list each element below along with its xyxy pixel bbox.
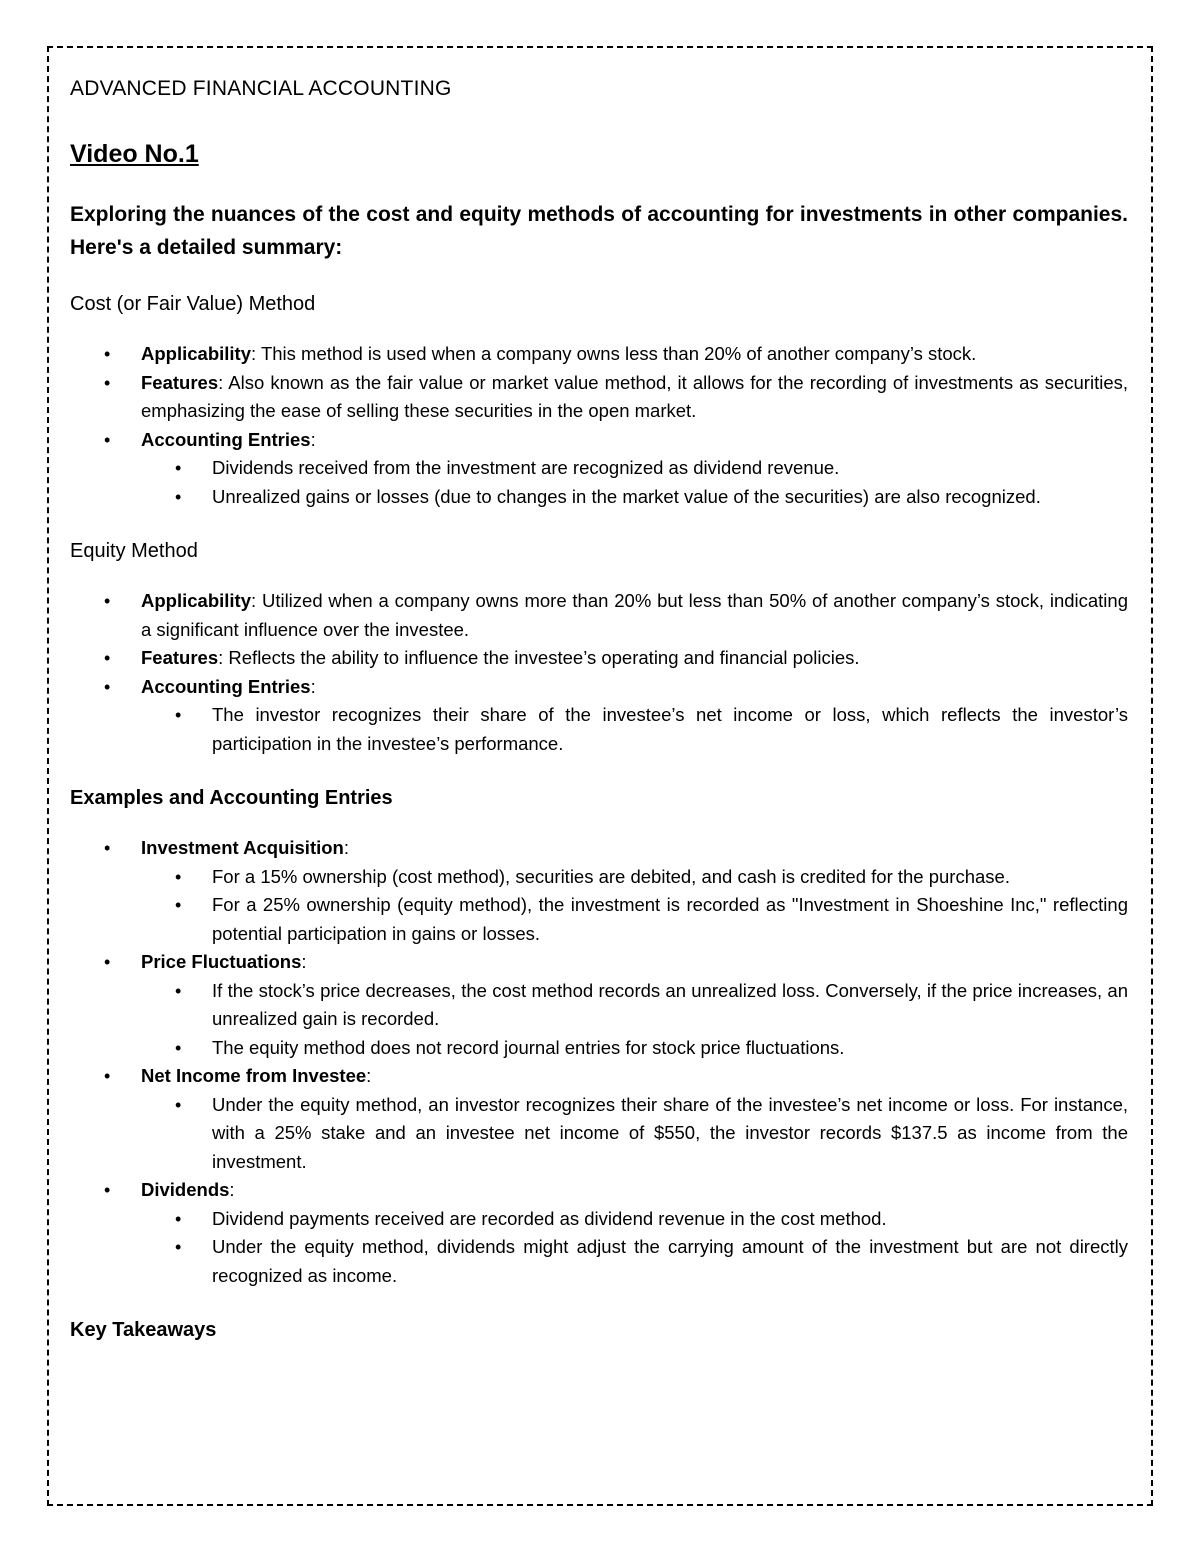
document-body	[70, 74, 1128, 1344]
video-title: Video No.1	[70, 140, 199, 168]
list-item: • If the stock’s price decreases, the cost method records an unrealized loss. Conversely, if the price increases, an unrealized gain is recorded.	[141, 977, 1128, 1034]
cost-entries-sublist	[141, 454, 1128, 511]
list-item: • The equity method does not record journal entries for stock price fluctuations.	[141, 1034, 1128, 1063]
cost-applicability-item	[70, 340, 1128, 369]
list-item: • Under the equity method, an investor recognizes their share of the investee’s net income or loss. For instance, with a 25% stake and an investee net income of $550, the investor records $137.5 as income from the investment.	[141, 1091, 1128, 1177]
dividends-suffix: :	[229, 1179, 235, 1200]
net-income-sublist	[141, 1091, 1128, 1177]
equity-entries-sublist	[141, 701, 1128, 758]
equity-method-heading: Equity Method	[70, 540, 198, 562]
examples-heading: Examples and Accounting Entries	[70, 787, 393, 809]
equity-method-list	[70, 587, 1128, 758]
net-income-suffix: :	[366, 1065, 372, 1086]
cost-method-list	[70, 340, 1128, 511]
list-item: • The investor recognizes their share of the investee’s net income or loss, which reflects the investor’s participation in the investee’s performance.	[141, 701, 1128, 758]
price-fluctuations-label: Price Fluctuations	[141, 951, 302, 972]
intro-paragraph: Exploring the nuances of the cost and equity methods of accounting for investments in other companies. Here's a detailed summary:	[70, 203, 1128, 259]
cost-features-label: Features	[141, 371, 219, 393]
equity-entries-suffix: :	[310, 675, 316, 697]
equity-applicability-text: : Utilized when a company owns more than 20% but less than 50% of another company’s stock, indicating a significant influence over the investee.	[141, 590, 1128, 640]
equity-applicability-item	[70, 587, 1128, 644]
acquisition-label: Investment Acquisition	[141, 837, 344, 858]
net-income-item	[70, 1062, 1128, 1176]
list-item: • Dividend payments received are recorded as dividend revenue in the cost method.	[141, 1205, 1128, 1234]
examples-list	[70, 834, 1128, 1290]
equity-applicability-label: Applicability	[141, 590, 251, 611]
equity-entries-item	[70, 673, 1128, 759]
equity-features-label: Features	[141, 647, 219, 668]
dividends-item	[70, 1176, 1128, 1290]
acquisition-suffix: :	[343, 837, 349, 858]
list-item: • For a 25% ownership (equity method), the investment is recorded as "Investment in Shoeshine Inc," reflecting potential participation in gains or losses.	[141, 891, 1128, 948]
cost-applicability-label: Applicability	[141, 343, 251, 364]
equity-features-text: : Reflects the ability to influence the investee’s operating and financial policies.	[218, 647, 860, 668]
list-item: • Unrealized gains or losses (due to changes in the market value of the securities) are also recognized.	[141, 483, 1128, 512]
dividends-label: Dividends	[141, 1179, 230, 1200]
cost-applicability-text: : This method is used when a company owns less than 20% of another company’s stock.	[251, 343, 977, 364]
acquisition-item	[70, 834, 1128, 948]
cost-method-heading: Cost (or Fair Value) Method	[70, 293, 316, 315]
list-item: • Under the equity method, dividends might adjust the carrying amount of the investment but are not directly recognized as income.	[141, 1233, 1128, 1290]
price-fluctuations-suffix: :	[301, 951, 307, 972]
list-item: • For a 15% ownership (cost method), securities are debited, and cash is credited for the purchase.	[141, 863, 1128, 892]
dividends-sublist	[141, 1205, 1128, 1291]
cost-features-item	[70, 369, 1128, 426]
net-income-label: Net Income from Investee	[141, 1065, 367, 1086]
price-fluctuations-sublist	[141, 977, 1128, 1063]
cost-entries-label: Accounting Entries	[141, 428, 311, 450]
cost-features-text: : Also known as the fair value or market value method, it allows for the recording of investments as securities, emphasizing the ease of selling these securities in the open market.	[141, 371, 1128, 421]
price-fluctuations-item	[70, 948, 1128, 1062]
course-title: ADVANCED FINANCIAL ACCOUNTING	[70, 77, 452, 100]
cost-entries-item	[70, 426, 1128, 512]
equity-entries-label: Accounting Entries	[141, 675, 311, 697]
equity-features-item	[70, 644, 1128, 673]
takeaways-heading: Key Takeaways	[70, 1319, 217, 1341]
cost-entries-suffix: :	[310, 428, 316, 450]
list-item: • Dividends received from the investment are recognized as dividend revenue.	[141, 454, 1128, 483]
acquisition-sublist	[141, 863, 1128, 949]
